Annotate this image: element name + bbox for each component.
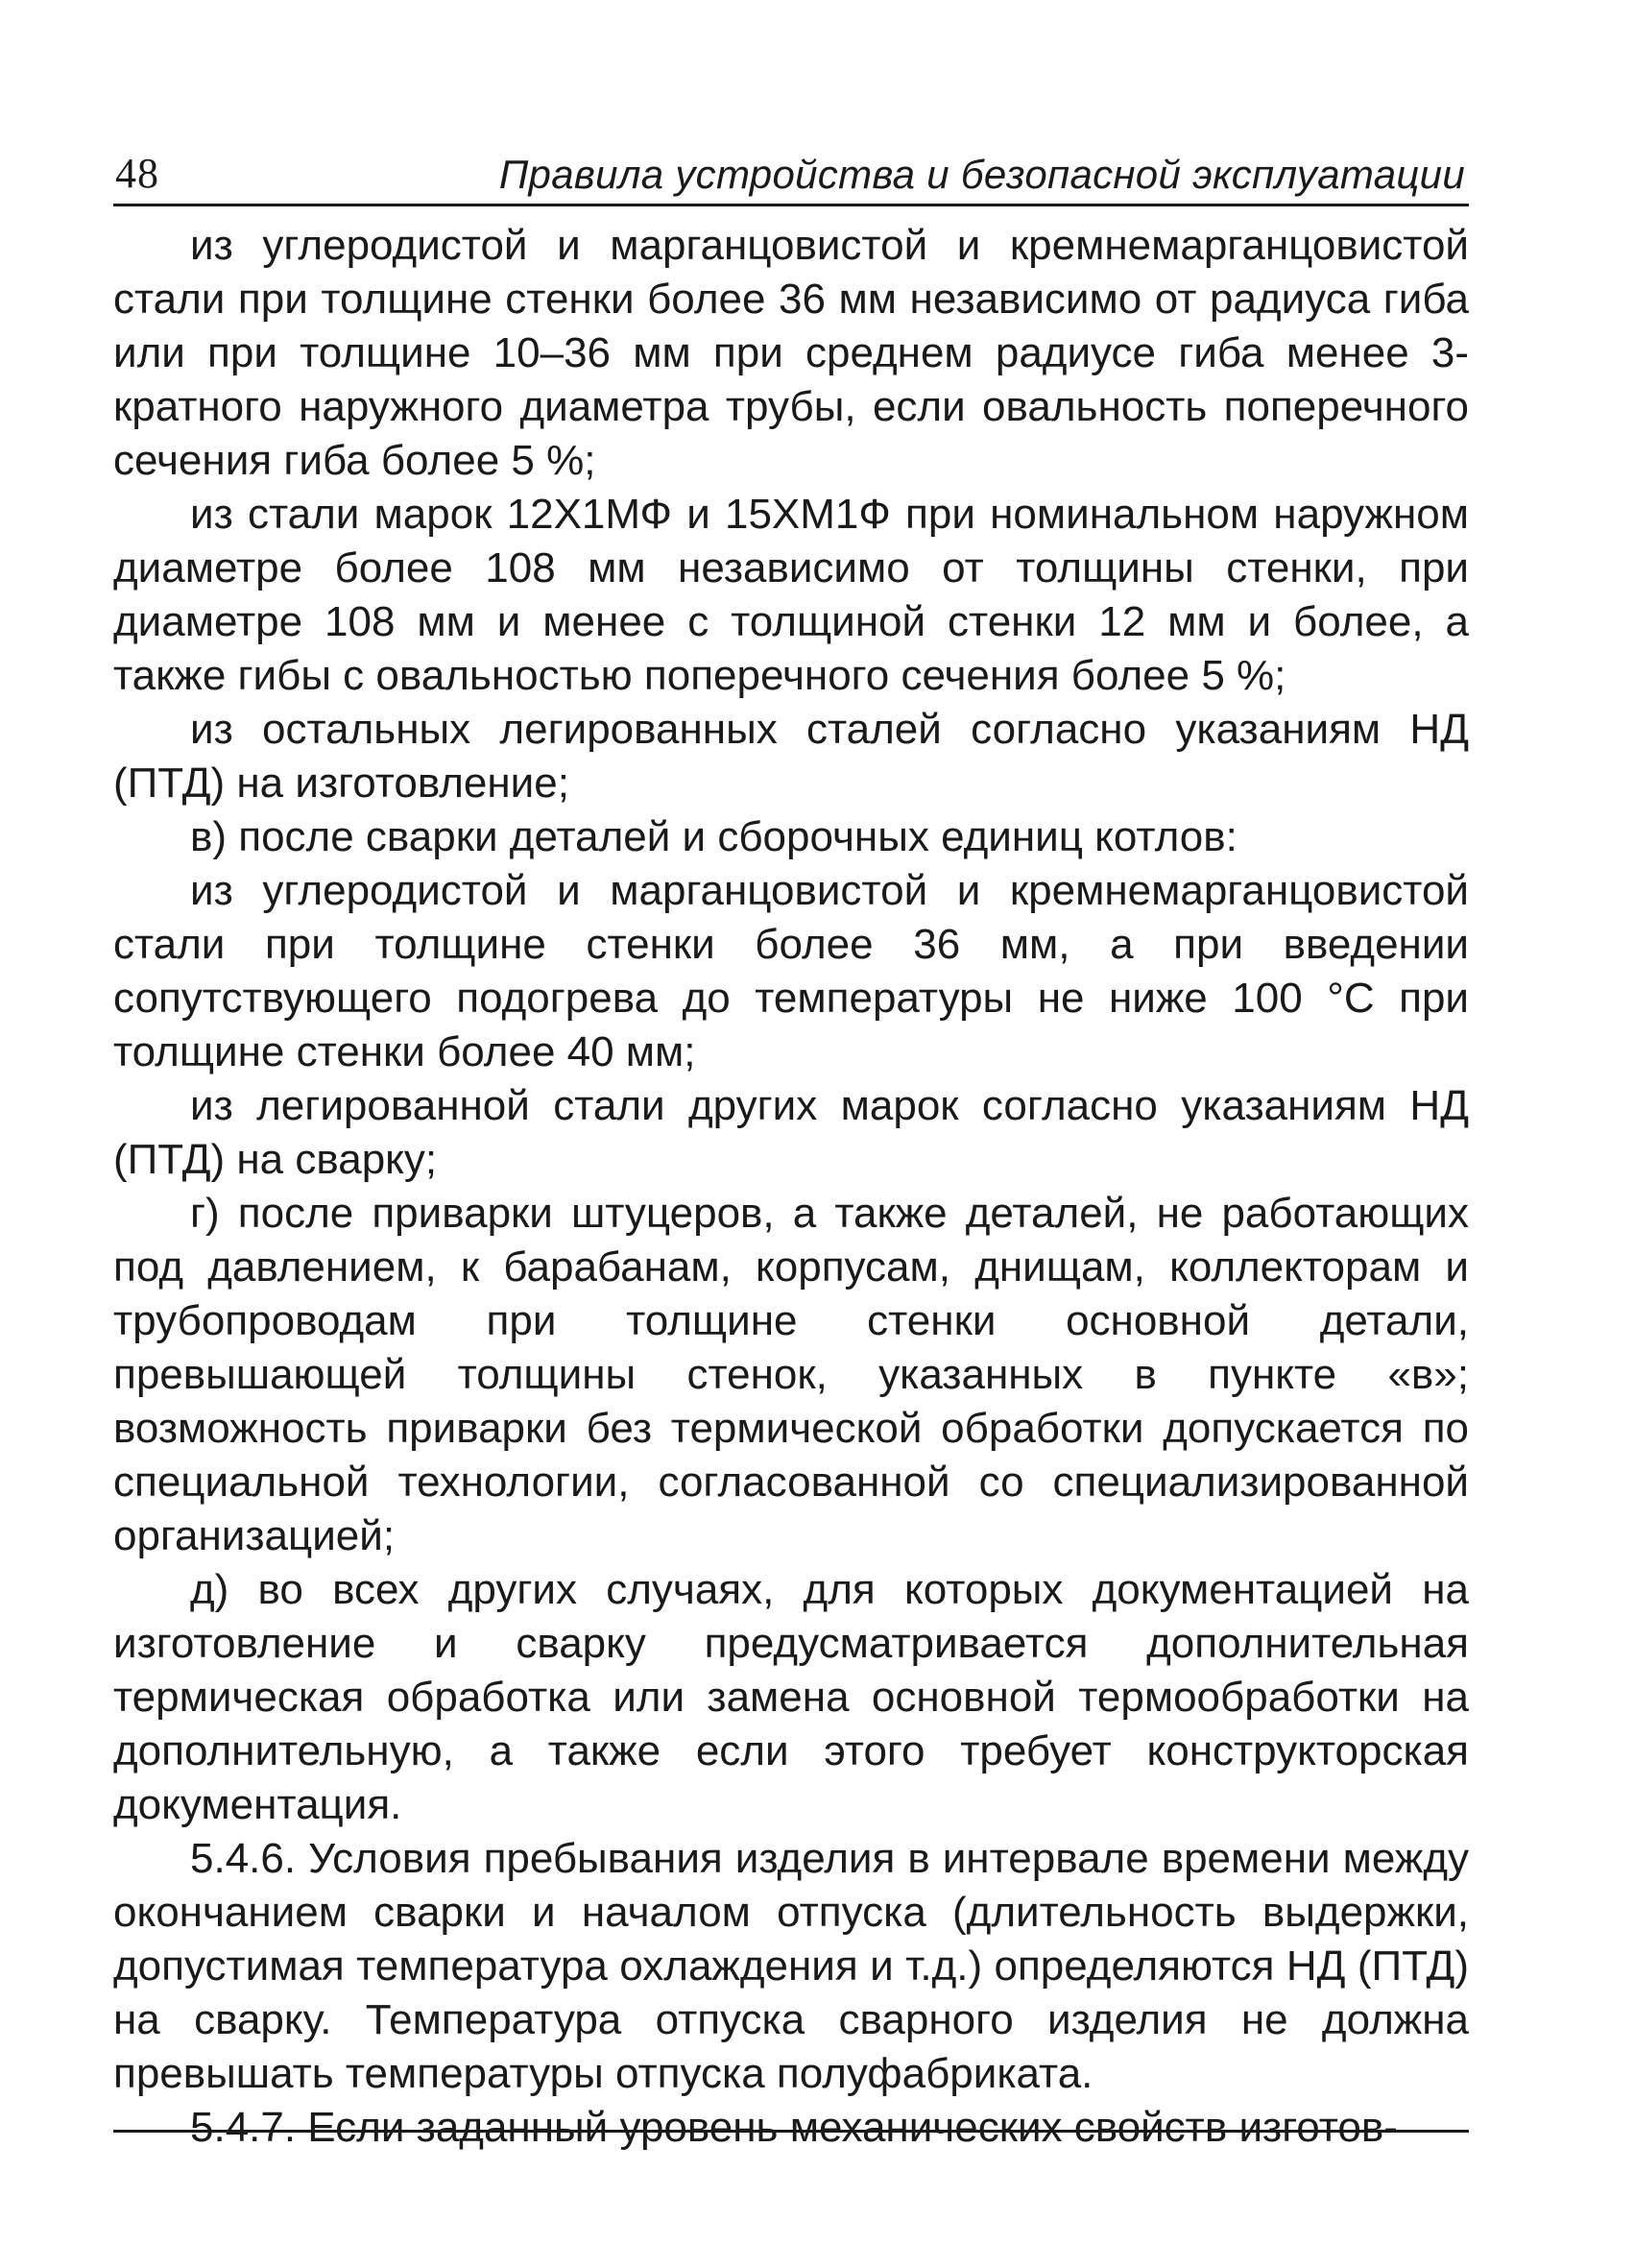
- page-number: 48: [115, 150, 159, 197]
- paragraph: г) после приварки штуцеров, а также деталей, не работающих под давлением, к барабанам, корпусам, днищам, коллекторам и трубопроводам при толщине стенки основной детали, превышающей толщины стенок, указанных в пункте «в»; возможность приварки без термической обработки допускается по специальной технологии, согласованной со специализированной организацией;: [113, 1190, 1469, 1559]
- paragraph: из стали марок 12Х1МФ и 15ХМ1Ф при номинальном наружном диаметре более 108 мм независимо от толщины стенки, при диаметре 108 мм и менее с толщиной стенки 12 мм и более, а также гибы с овальностью поперечного сечения более 5 %;: [113, 491, 1469, 699]
- paragraph: из углеродистой и марганцовистой и кремнемарганцовистой стали при толщине стенки более 36 мм, а при введении сопутствующего подогрева до температуры не ниже 100 °С при толщине стенки более 40 мм;: [113, 867, 1469, 1075]
- paragraph: из остальных легированных сталей согласно указаниям НД (ПТД) на изготовление;: [113, 706, 1469, 807]
- page-header: [113, 144, 1469, 206]
- body-text: [113, 219, 1469, 2155]
- paragraph: из легированной стали других марок согласно указаниям НД (ПТД) на сварку;: [113, 1082, 1469, 1183]
- paragraph: в) после сварки деталей и сборочных единиц котлов:: [190, 813, 1238, 860]
- paragraph: д) во всех других случаях, для которых документацией на изготовление и сварку предусматривается дополнительная термическая обработка или замена основной термообработки на дополнительную, а также если этого требует конструкторская документация.: [113, 1566, 1469, 1828]
- running-title: Правила устройства и безопасной эксплуатации: [498, 152, 1465, 197]
- paragraph: 5.4.7. Если заданный уровень механических свойств изготов-: [190, 2104, 1398, 2151]
- footer-rule: [113, 2130, 1469, 2133]
- paragraph: из углеродистой и марганцовистой и кремнемарганцовистой стали при толщине стенки более 36 мм независимо от радиуса гиба или при толщине 10–36 мм при среднем радиусе гиба менее 3-кратного наружного диаметра трубы, если овальность поперечного сечения гиба более 5 %;: [113, 222, 1469, 484]
- paragraph: 5.4.6. Условия пребывания изделия в интервале времени между окончанием сварки и началом отпуска (длительность выдержки, допустимая температура охлаждения и т.д.) определяются НД (ПТД) на сварку. Температура отпуска сварного изделия не должна превышать температуры отпуска полуфабриката.: [113, 1835, 1469, 2097]
